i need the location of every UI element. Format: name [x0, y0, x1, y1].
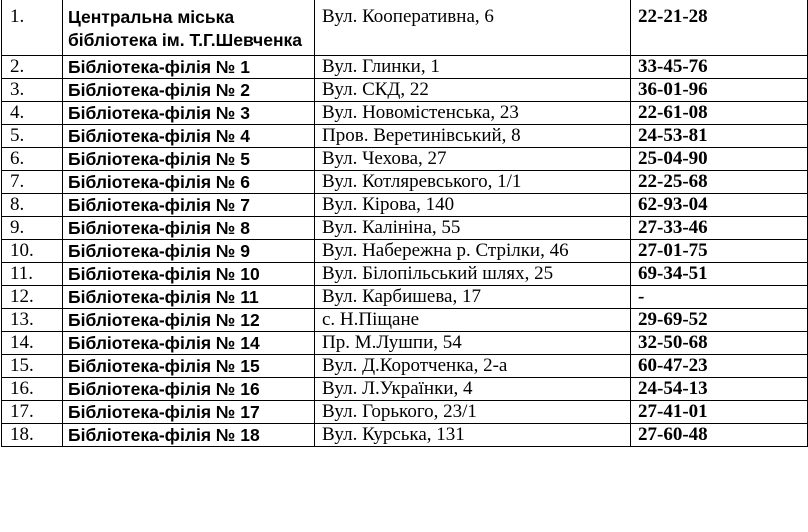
- phone-cell: 36-01-96: [631, 79, 808, 102]
- table-row: [2, 217, 808, 240]
- row-number-cell: 7.: [2, 171, 63, 194]
- table-row: [2, 332, 808, 355]
- table-row: [2, 378, 808, 401]
- address-cell: Вул. Горького, 23/1: [315, 401, 631, 424]
- address-cell: Вул. Новомістенська, 23: [315, 102, 631, 125]
- library-name-cell: Бібліотека-філія № 2: [63, 79, 315, 102]
- address-cell: Вул. Котляревського, 1/1: [315, 171, 631, 194]
- table-row: [2, 0, 808, 56]
- table-row: [2, 286, 808, 309]
- row-number-cell: 16.: [2, 378, 63, 401]
- phone-cell: 60-47-23: [631, 355, 808, 378]
- library-name-cell: Бібліотека-філія № 14: [63, 332, 315, 355]
- table-row: [2, 240, 808, 263]
- row-number-cell: 9.: [2, 217, 63, 240]
- row-number-cell: 2.: [2, 56, 63, 79]
- phone-cell: 22-61-08: [631, 102, 808, 125]
- phone-cell: 33-45-76: [631, 56, 808, 79]
- library-name-cell: Бібліотека-філія № 9: [63, 240, 315, 263]
- address-cell: Вул. Калініна, 55: [315, 217, 631, 240]
- library-name-cell: Бібліотека-філія № 15: [63, 355, 315, 378]
- address-cell: Вул. Курська, 131: [315, 424, 631, 447]
- address-cell: Пров. Веретинівський, 8: [315, 125, 631, 148]
- address-cell: Вул. Кірова, 140: [315, 194, 631, 217]
- row-number-cell: 8.: [2, 194, 63, 217]
- library-name-cell: Бібліотека-філія № 12: [63, 309, 315, 332]
- row-number-cell: 18.: [2, 424, 63, 447]
- row-number-cell: 10.: [2, 240, 63, 263]
- library-name-cell: Бібліотека-філія № 11: [63, 286, 315, 309]
- row-number-cell: 4.: [2, 102, 63, 125]
- table-row: [2, 263, 808, 286]
- library-name-cell: Бібліотека-філія № 1: [63, 56, 315, 79]
- row-number-cell: 17.: [2, 401, 63, 424]
- address-cell: Вул. Д.Коротченка, 2-а: [315, 355, 631, 378]
- table-row: [2, 309, 808, 332]
- phone-cell: 29-69-52: [631, 309, 808, 332]
- phone-cell: 24-53-81: [631, 125, 808, 148]
- table-row: [2, 56, 808, 79]
- table-row: [2, 125, 808, 148]
- phone-cell: 27-01-75: [631, 240, 808, 263]
- row-number-cell: 12.: [2, 286, 63, 309]
- table-row: [2, 194, 808, 217]
- phone-cell: 22-21-28: [631, 0, 808, 56]
- phone-cell: 62-93-04: [631, 194, 808, 217]
- row-number-cell: 15.: [2, 355, 63, 378]
- phone-cell: 24-54-13: [631, 378, 808, 401]
- address-cell: Вул. Л.Українки, 4: [315, 378, 631, 401]
- library-name-cell: Бібліотека-філія № 17: [63, 401, 315, 424]
- library-name-cell: Центральна міська бібліотека ім. Т.Г.Шевченка: [63, 0, 315, 56]
- library-name-cell: Бібліотека-філія № 18: [63, 424, 315, 447]
- row-number-cell: 13.: [2, 309, 63, 332]
- library-name-cell: Бібліотека-філія № 4: [63, 125, 315, 148]
- library-name-cell: Бібліотека-філія № 8: [63, 217, 315, 240]
- table-row: [2, 171, 808, 194]
- table-row: [2, 355, 808, 378]
- row-number-cell: 6.: [2, 148, 63, 171]
- address-cell: Вул. СКД, 22: [315, 79, 631, 102]
- table-row: [2, 148, 808, 171]
- address-cell: Вул. Кооперативна, 6: [315, 0, 631, 56]
- row-number-cell: 3.: [2, 79, 63, 102]
- table-row: [2, 102, 808, 125]
- address-cell: Вул. Білопільський шлях, 25: [315, 263, 631, 286]
- address-cell: Вул. Чехова, 27: [315, 148, 631, 171]
- row-number-cell: 14.: [2, 332, 63, 355]
- address-cell: с. Н.Піщане: [315, 309, 631, 332]
- library-name-cell: Бібліотека-філія № 16: [63, 378, 315, 401]
- address-cell: Вул. Карбишева, 17: [315, 286, 631, 309]
- phone-cell: 27-41-01: [631, 401, 808, 424]
- row-number-cell: 5.: [2, 125, 63, 148]
- library-table-body: [2, 0, 808, 447]
- phone-cell: 25-04-90: [631, 148, 808, 171]
- address-cell: Вул. Глинки, 1: [315, 56, 631, 79]
- library-name-cell: Бібліотека-філія № 5: [63, 148, 315, 171]
- library-name-cell: Бібліотека-філія № 3: [63, 102, 315, 125]
- phone-cell: 27-60-48: [631, 424, 808, 447]
- address-cell: Пр. М.Лушпи, 54: [315, 332, 631, 355]
- phone-cell: 22-25-68: [631, 171, 808, 194]
- address-cell: Вул. Набережна р. Стрілки, 46: [315, 240, 631, 263]
- row-number-cell: 11.: [2, 263, 63, 286]
- table-row: [2, 401, 808, 424]
- library-name-cell: Бібліотека-філія № 7: [63, 194, 315, 217]
- table-row: [2, 424, 808, 447]
- row-number-cell: 1.: [2, 0, 63, 56]
- phone-cell: 32-50-68: [631, 332, 808, 355]
- library-table: [1, 0, 808, 447]
- library-name-cell: Бібліотека-філія № 10: [63, 263, 315, 286]
- phone-cell: 69-34-51: [631, 263, 808, 286]
- phone-cell: -: [631, 286, 808, 309]
- table-row: [2, 79, 808, 102]
- phone-cell: 27-33-46: [631, 217, 808, 240]
- library-name-cell: Бібліотека-філія № 6: [63, 171, 315, 194]
